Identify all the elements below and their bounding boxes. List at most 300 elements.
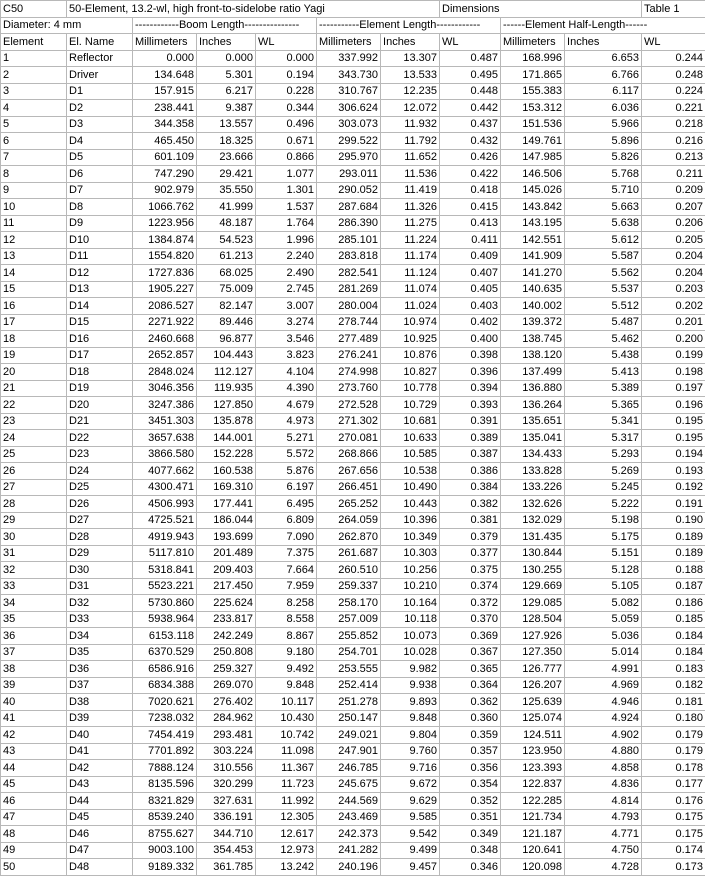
half-wl-cell[interactable]: 0.176 <box>642 793 705 810</box>
boom-inches-cell[interactable]: 293.481 <box>197 727 256 744</box>
length-mm-cell[interactable]: 343.730 <box>317 67 381 84</box>
length-inches-cell[interactable]: 9.499 <box>381 842 440 859</box>
half-mm-cell[interactable]: 130.844 <box>501 545 565 562</box>
length-mm-cell[interactable]: 280.004 <box>317 298 381 315</box>
boom-wl-cell[interactable]: 11.992 <box>256 793 317 810</box>
element-number-cell[interactable]: 14 <box>1 265 67 282</box>
boom-wl-cell[interactable]: 8.558 <box>256 611 317 628</box>
element-name-cell[interactable]: Reflector <box>67 50 133 67</box>
length-wl-cell[interactable]: 0.381 <box>440 512 501 529</box>
boom-wl-cell[interactable]: 12.305 <box>256 809 317 826</box>
boom-inches-cell[interactable]: 127.850 <box>197 397 256 414</box>
boom-inches-cell[interactable]: 144.001 <box>197 430 256 447</box>
element-number-cell[interactable]: 47 <box>1 809 67 826</box>
length-inches-cell[interactable]: 11.792 <box>381 133 440 150</box>
length-inches-cell[interactable]: 9.716 <box>381 760 440 777</box>
half-mm-cell[interactable]: 139.372 <box>501 314 565 331</box>
length-wl-cell[interactable]: 0.374 <box>440 578 501 595</box>
boom-mm-cell[interactable]: 6370.529 <box>133 644 197 661</box>
half-mm-cell[interactable]: 126.207 <box>501 677 565 694</box>
element-number-cell[interactable]: 43 <box>1 743 67 760</box>
half-wl-cell[interactable]: 0.195 <box>642 413 705 430</box>
half-wl-cell[interactable]: 0.181 <box>642 694 705 711</box>
boom-inches-cell[interactable]: 23.666 <box>197 149 256 166</box>
length-mm-cell[interactable]: 299.522 <box>317 133 381 150</box>
length-wl-cell[interactable]: 0.400 <box>440 331 501 348</box>
length-inches-cell[interactable]: 10.633 <box>381 430 440 447</box>
length-inches-cell[interactable]: 11.326 <box>381 199 440 216</box>
half-inches-cell[interactable]: 5.365 <box>565 397 642 414</box>
half-inches-cell[interactable]: 5.222 <box>565 496 642 513</box>
diameter-label[interactable]: Diameter: 4 mm <box>1 17 133 34</box>
boom-inches-cell[interactable]: 217.450 <box>197 578 256 595</box>
boom-inches-cell[interactable]: 152.228 <box>197 446 256 463</box>
boom-mm-cell[interactable]: 5318.841 <box>133 562 197 579</box>
length-mm-cell[interactable]: 274.998 <box>317 364 381 381</box>
element-name-cell[interactable]: D10 <box>67 232 133 249</box>
half-inches-cell[interactable]: 4.991 <box>565 661 642 678</box>
element-name-cell[interactable]: D43 <box>67 776 133 793</box>
half-mm-cell[interactable]: 120.098 <box>501 859 565 876</box>
length-wl-cell[interactable]: 0.437 <box>440 116 501 133</box>
length-inches-cell[interactable]: 9.848 <box>381 710 440 727</box>
half-wl-cell[interactable]: 0.183 <box>642 661 705 678</box>
boom-mm-cell[interactable]: 5117.810 <box>133 545 197 562</box>
half-inches-cell[interactable]: 4.793 <box>565 809 642 826</box>
length-wl-cell[interactable]: 0.487 <box>440 50 501 67</box>
boom-wl-cell[interactable]: 0.228 <box>256 83 317 100</box>
boom-wl-cell[interactable]: 11.723 <box>256 776 317 793</box>
half-inches-cell[interactable]: 4.969 <box>565 677 642 694</box>
length-mm-cell[interactable]: 242.373 <box>317 826 381 843</box>
boom-mm-cell[interactable]: 1384.874 <box>133 232 197 249</box>
boom-inches-cell[interactable]: 5.301 <box>197 67 256 84</box>
half-wl-cell[interactable]: 0.209 <box>642 182 705 199</box>
length-wl-cell[interactable]: 0.396 <box>440 364 501 381</box>
half-mm-cell[interactable]: 137.499 <box>501 364 565 381</box>
half-wl-cell[interactable]: 0.195 <box>642 430 705 447</box>
length-inches-cell[interactable]: 10.028 <box>381 644 440 661</box>
element-name-cell[interactable]: D42 <box>67 760 133 777</box>
boom-wl-cell[interactable]: 6.809 <box>256 512 317 529</box>
length-wl-cell[interactable]: 0.403 <box>440 298 501 315</box>
half-mm-cell[interactable]: 127.926 <box>501 628 565 645</box>
half-inches-cell[interactable]: 5.537 <box>565 281 642 298</box>
length-wl-cell[interactable]: 0.370 <box>440 611 501 628</box>
half-inches-cell[interactable]: 4.858 <box>565 760 642 777</box>
element-number-cell[interactable]: 32 <box>1 562 67 579</box>
length-inches-cell[interactable]: 11.174 <box>381 248 440 265</box>
column-header[interactable]: Inches <box>197 34 256 51</box>
boom-wl-cell[interactable]: 7.664 <box>256 562 317 579</box>
length-mm-cell[interactable]: 254.701 <box>317 644 381 661</box>
length-inches-cell[interactable]: 10.827 <box>381 364 440 381</box>
half-wl-cell[interactable]: 0.177 <box>642 776 705 793</box>
boom-length-group[interactable]: ------------Boom Length--------------- <box>133 17 317 34</box>
length-inches-cell[interactable]: 9.672 <box>381 776 440 793</box>
boom-mm-cell[interactable]: 8321.829 <box>133 793 197 810</box>
half-mm-cell[interactable]: 140.635 <box>501 281 565 298</box>
boom-wl-cell[interactable]: 3.274 <box>256 314 317 331</box>
element-name-cell[interactable]: D44 <box>67 793 133 810</box>
length-inches-cell[interactable]: 10.925 <box>381 331 440 348</box>
length-mm-cell[interactable]: 258.170 <box>317 595 381 612</box>
boom-mm-cell[interactable]: 3247.386 <box>133 397 197 414</box>
element-name-cell[interactable]: D35 <box>67 644 133 661</box>
boom-wl-cell[interactable]: 13.242 <box>256 859 317 876</box>
length-inches-cell[interactable]: 11.224 <box>381 232 440 249</box>
element-name-cell[interactable]: D27 <box>67 512 133 529</box>
half-inches-cell[interactable]: 4.836 <box>565 776 642 793</box>
element-number-cell[interactable]: 29 <box>1 512 67 529</box>
half-mm-cell[interactable]: 142.551 <box>501 232 565 249</box>
column-header[interactable]: Millimeters <box>317 34 381 51</box>
element-name-cell[interactable]: D45 <box>67 809 133 826</box>
half-wl-cell[interactable]: 0.188 <box>642 562 705 579</box>
half-mm-cell[interactable]: 153.312 <box>501 100 565 117</box>
element-number-cell[interactable]: 18 <box>1 331 67 348</box>
element-number-cell[interactable]: 34 <box>1 595 67 612</box>
half-mm-cell[interactable]: 133.226 <box>501 479 565 496</box>
element-number-cell[interactable]: 10 <box>1 199 67 216</box>
boom-wl-cell[interactable]: 11.098 <box>256 743 317 760</box>
length-mm-cell[interactable]: 276.241 <box>317 347 381 364</box>
length-mm-cell[interactable]: 271.302 <box>317 413 381 430</box>
element-name-cell[interactable]: D19 <box>67 380 133 397</box>
length-inches-cell[interactable]: 9.629 <box>381 793 440 810</box>
boom-mm-cell[interactable]: 157.915 <box>133 83 197 100</box>
half-mm-cell[interactable]: 146.506 <box>501 166 565 183</box>
length-inches-cell[interactable]: 11.074 <box>381 281 440 298</box>
length-wl-cell[interactable]: 0.382 <box>440 496 501 513</box>
length-mm-cell[interactable]: 270.081 <box>317 430 381 447</box>
boom-inches-cell[interactable]: 75.009 <box>197 281 256 298</box>
boom-mm-cell[interactable]: 8755.627 <box>133 826 197 843</box>
length-inches-cell[interactable]: 10.443 <box>381 496 440 513</box>
element-number-cell[interactable]: 22 <box>1 397 67 414</box>
length-wl-cell[interactable]: 0.495 <box>440 67 501 84</box>
length-inches-cell[interactable]: 10.681 <box>381 413 440 430</box>
dimensions-label[interactable]: Dimensions <box>440 1 565 18</box>
element-name-cell[interactable]: D15 <box>67 314 133 331</box>
element-number-cell[interactable]: 28 <box>1 496 67 513</box>
half-mm-cell[interactable]: 134.433 <box>501 446 565 463</box>
element-number-cell[interactable]: 6 <box>1 133 67 150</box>
half-mm-cell[interactable]: 124.511 <box>501 727 565 744</box>
length-inches-cell[interactable]: 10.073 <box>381 628 440 645</box>
half-inches-cell[interactable]: 4.902 <box>565 727 642 744</box>
boom-wl-cell[interactable]: 10.117 <box>256 694 317 711</box>
half-mm-cell[interactable]: 140.002 <box>501 298 565 315</box>
length-wl-cell[interactable]: 0.389 <box>440 430 501 447</box>
element-number-cell[interactable]: 40 <box>1 694 67 711</box>
half-mm-cell[interactable]: 130.255 <box>501 562 565 579</box>
half-mm-cell[interactable]: 125.639 <box>501 694 565 711</box>
half-inches-cell[interactable]: 5.293 <box>565 446 642 463</box>
length-wl-cell[interactable]: 0.391 <box>440 413 501 430</box>
element-number-cell[interactable]: 26 <box>1 463 67 480</box>
element-number-cell[interactable]: 36 <box>1 628 67 645</box>
half-inches-cell[interactable]: 5.269 <box>565 463 642 480</box>
half-mm-cell[interactable]: 133.828 <box>501 463 565 480</box>
table-label[interactable]: Table 1 <box>642 1 705 18</box>
half-wl-cell[interactable]: 0.200 <box>642 331 705 348</box>
half-wl-cell[interactable]: 0.189 <box>642 545 705 562</box>
element-name-cell[interactable]: D24 <box>67 463 133 480</box>
length-mm-cell[interactable]: 310.767 <box>317 83 381 100</box>
boom-mm-cell[interactable]: 8135.596 <box>133 776 197 793</box>
boom-mm-cell[interactable]: 1554.820 <box>133 248 197 265</box>
length-mm-cell[interactable]: 252.414 <box>317 677 381 694</box>
length-inches-cell[interactable]: 12.235 <box>381 83 440 100</box>
boom-inches-cell[interactable]: 193.699 <box>197 529 256 546</box>
boom-inches-cell[interactable]: 41.999 <box>197 199 256 216</box>
boom-inches-cell[interactable]: 112.127 <box>197 364 256 381</box>
half-inches-cell[interactable]: 4.880 <box>565 743 642 760</box>
half-mm-cell[interactable]: 138.745 <box>501 331 565 348</box>
length-inches-cell[interactable]: 9.542 <box>381 826 440 843</box>
element-name-cell[interactable]: D39 <box>67 710 133 727</box>
half-mm-cell[interactable]: 127.350 <box>501 644 565 661</box>
half-inches-cell[interactable]: 5.389 <box>565 380 642 397</box>
boom-wl-cell[interactable]: 1.764 <box>256 215 317 232</box>
boom-mm-cell[interactable]: 5938.964 <box>133 611 197 628</box>
boom-wl-cell[interactable]: 4.104 <box>256 364 317 381</box>
length-wl-cell[interactable]: 0.375 <box>440 562 501 579</box>
length-mm-cell[interactable]: 285.101 <box>317 232 381 249</box>
element-number-cell[interactable]: 16 <box>1 298 67 315</box>
boom-inches-cell[interactable]: 29.421 <box>197 166 256 183</box>
element-number-cell[interactable]: 13 <box>1 248 67 265</box>
element-name-cell[interactable]: Driver <box>67 67 133 84</box>
element-number-cell[interactable]: 39 <box>1 677 67 694</box>
boom-wl-cell[interactable]: 5.876 <box>256 463 317 480</box>
length-mm-cell[interactable]: 255.852 <box>317 628 381 645</box>
element-number-cell[interactable]: 8 <box>1 166 67 183</box>
length-wl-cell[interactable]: 0.409 <box>440 248 501 265</box>
length-mm-cell[interactable]: 290.052 <box>317 182 381 199</box>
boom-mm-cell[interactable]: 6153.118 <box>133 628 197 645</box>
element-name-cell[interactable]: D5 <box>67 149 133 166</box>
element-name-cell[interactable]: D29 <box>67 545 133 562</box>
half-inches-cell[interactable]: 5.896 <box>565 133 642 150</box>
element-name-cell[interactable]: D25 <box>67 479 133 496</box>
element-number-cell[interactable]: 46 <box>1 793 67 810</box>
length-mm-cell[interactable]: 265.252 <box>317 496 381 513</box>
half-mm-cell[interactable]: 138.120 <box>501 347 565 364</box>
boom-wl-cell[interactable]: 0.344 <box>256 100 317 117</box>
length-inches-cell[interactable]: 9.585 <box>381 809 440 826</box>
half-wl-cell[interactable]: 0.204 <box>642 265 705 282</box>
element-number-cell[interactable]: 9 <box>1 182 67 199</box>
boom-mm-cell[interactable]: 1905.227 <box>133 281 197 298</box>
boom-mm-cell[interactable]: 8539.240 <box>133 809 197 826</box>
half-mm-cell[interactable]: 129.085 <box>501 595 565 612</box>
element-name-cell[interactable]: D16 <box>67 331 133 348</box>
element-number-cell[interactable]: 45 <box>1 776 67 793</box>
boom-inches-cell[interactable]: 18.325 <box>197 133 256 150</box>
boom-wl-cell[interactable]: 4.679 <box>256 397 317 414</box>
length-inches-cell[interactable]: 10.538 <box>381 463 440 480</box>
half-mm-cell[interactable]: 135.041 <box>501 430 565 447</box>
length-inches-cell[interactable]: 10.585 <box>381 446 440 463</box>
element-name-cell[interactable]: D26 <box>67 496 133 513</box>
element-name-cell[interactable]: D11 <box>67 248 133 265</box>
half-wl-cell[interactable]: 0.198 <box>642 364 705 381</box>
length-inches-cell[interactable]: 10.256 <box>381 562 440 579</box>
half-inches-cell[interactable]: 5.014 <box>565 644 642 661</box>
length-wl-cell[interactable]: 0.422 <box>440 166 501 183</box>
length-wl-cell[interactable]: 0.367 <box>440 644 501 661</box>
boom-wl-cell[interactable]: 3.823 <box>256 347 317 364</box>
boom-wl-cell[interactable]: 0.000 <box>256 50 317 67</box>
element-number-cell[interactable]: 23 <box>1 413 67 430</box>
length-mm-cell[interactable]: 245.675 <box>317 776 381 793</box>
length-wl-cell[interactable]: 0.362 <box>440 694 501 711</box>
length-mm-cell[interactable]: 272.528 <box>317 397 381 414</box>
column-header[interactable]: Inches <box>565 34 642 51</box>
boom-mm-cell[interactable]: 4919.943 <box>133 529 197 546</box>
half-inches-cell[interactable]: 5.710 <box>565 182 642 199</box>
half-inches-cell[interactable]: 5.638 <box>565 215 642 232</box>
boom-mm-cell[interactable]: 902.979 <box>133 182 197 199</box>
boom-inches-cell[interactable]: 9.387 <box>197 100 256 117</box>
half-wl-cell[interactable]: 0.190 <box>642 512 705 529</box>
boom-mm-cell[interactable]: 9003.100 <box>133 842 197 859</box>
boom-mm-cell[interactable]: 1066.762 <box>133 199 197 216</box>
half-inches-cell[interactable]: 6.766 <box>565 67 642 84</box>
column-header[interactable]: WL <box>440 34 501 51</box>
boom-mm-cell[interactable]: 465.450 <box>133 133 197 150</box>
element-name-cell[interactable]: D21 <box>67 413 133 430</box>
boom-mm-cell[interactable]: 747.290 <box>133 166 197 183</box>
length-wl-cell[interactable]: 0.372 <box>440 595 501 612</box>
half-wl-cell[interactable]: 0.186 <box>642 595 705 612</box>
length-mm-cell[interactable]: 306.624 <box>317 100 381 117</box>
half-mm-cell[interactable]: 120.641 <box>501 842 565 859</box>
half-mm-cell[interactable]: 145.026 <box>501 182 565 199</box>
element-name-cell[interactable]: D18 <box>67 364 133 381</box>
element-number-cell[interactable]: 37 <box>1 644 67 661</box>
half-wl-cell[interactable]: 0.194 <box>642 446 705 463</box>
boom-mm-cell[interactable]: 4506.993 <box>133 496 197 513</box>
element-name-cell[interactable]: D23 <box>67 446 133 463</box>
half-inches-cell[interactable]: 6.036 <box>565 100 642 117</box>
length-mm-cell[interactable]: 261.687 <box>317 545 381 562</box>
boom-inches-cell[interactable]: 48.187 <box>197 215 256 232</box>
boom-mm-cell[interactable]: 601.109 <box>133 149 197 166</box>
half-mm-cell[interactable]: 126.777 <box>501 661 565 678</box>
half-wl-cell[interactable]: 0.175 <box>642 826 705 843</box>
boom-mm-cell[interactable]: 7701.892 <box>133 743 197 760</box>
half-mm-cell[interactable]: 121.187 <box>501 826 565 843</box>
length-inches-cell[interactable]: 10.729 <box>381 397 440 414</box>
length-wl-cell[interactable]: 0.384 <box>440 479 501 496</box>
column-header[interactable]: El. Name <box>67 34 133 51</box>
boom-inches-cell[interactable]: 327.631 <box>197 793 256 810</box>
length-inches-cell[interactable]: 10.876 <box>381 347 440 364</box>
element-name-cell[interactable]: D14 <box>67 298 133 315</box>
length-mm-cell[interactable]: 287.684 <box>317 199 381 216</box>
element-name-cell[interactable]: D2 <box>67 100 133 117</box>
length-inches-cell[interactable]: 11.024 <box>381 298 440 315</box>
length-inches-cell[interactable]: 11.652 <box>381 149 440 166</box>
length-inches-cell[interactable]: 12.072 <box>381 100 440 117</box>
boom-inches-cell[interactable]: 336.191 <box>197 809 256 826</box>
boom-mm-cell[interactable]: 7238.032 <box>133 710 197 727</box>
boom-mm-cell[interactable]: 2460.668 <box>133 331 197 348</box>
half-inches-cell[interactable]: 5.438 <box>565 347 642 364</box>
boom-wl-cell[interactable]: 9.180 <box>256 644 317 661</box>
half-wl-cell[interactable]: 0.192 <box>642 479 705 496</box>
boom-wl-cell[interactable]: 10.742 <box>256 727 317 744</box>
half-inches-cell[interactable]: 6.117 <box>565 83 642 100</box>
half-wl-cell[interactable]: 0.173 <box>642 859 705 876</box>
element-name-cell[interactable]: D7 <box>67 182 133 199</box>
half-inches-cell[interactable]: 5.105 <box>565 578 642 595</box>
element-number-cell[interactable]: 1 <box>1 50 67 67</box>
element-number-cell[interactable]: 15 <box>1 281 67 298</box>
half-wl-cell[interactable]: 0.184 <box>642 628 705 645</box>
length-mm-cell[interactable]: 240.196 <box>317 859 381 876</box>
half-inches-cell[interactable]: 4.750 <box>565 842 642 859</box>
half-wl-cell[interactable]: 0.224 <box>642 83 705 100</box>
length-wl-cell[interactable]: 0.356 <box>440 760 501 777</box>
boom-wl-cell[interactable]: 0.194 <box>256 67 317 84</box>
length-wl-cell[interactable]: 0.349 <box>440 826 501 843</box>
element-length-group[interactable]: -----------Element Length------------ <box>317 17 501 34</box>
column-header[interactable]: Inches <box>381 34 440 51</box>
half-inches-cell[interactable]: 5.826 <box>565 149 642 166</box>
half-mm-cell[interactable]: 125.074 <box>501 710 565 727</box>
half-wl-cell[interactable]: 0.203 <box>642 281 705 298</box>
element-name-cell[interactable]: D47 <box>67 842 133 859</box>
half-wl-cell[interactable]: 0.199 <box>642 347 705 364</box>
length-wl-cell[interactable]: 0.387 <box>440 446 501 463</box>
boom-inches-cell[interactable]: 310.556 <box>197 760 256 777</box>
element-half-length-group[interactable]: ------Element Half-Length------ <box>501 17 705 34</box>
half-wl-cell[interactable]: 0.248 <box>642 67 705 84</box>
half-inches-cell[interactable]: 6.653 <box>565 50 642 67</box>
half-wl-cell[interactable]: 0.193 <box>642 463 705 480</box>
element-name-cell[interactable]: D13 <box>67 281 133 298</box>
boom-inches-cell[interactable]: 104.443 <box>197 347 256 364</box>
length-mm-cell[interactable]: 262.870 <box>317 529 381 546</box>
boom-inches-cell[interactable]: 354.453 <box>197 842 256 859</box>
boom-wl-cell[interactable]: 0.866 <box>256 149 317 166</box>
length-wl-cell[interactable]: 0.364 <box>440 677 501 694</box>
boom-mm-cell[interactable]: 238.441 <box>133 100 197 117</box>
half-inches-cell[interactable]: 4.924 <box>565 710 642 727</box>
length-inches-cell[interactable]: 9.760 <box>381 743 440 760</box>
boom-wl-cell[interactable]: 6.495 <box>256 496 317 513</box>
length-wl-cell[interactable]: 0.407 <box>440 265 501 282</box>
length-inches-cell[interactable]: 13.307 <box>381 50 440 67</box>
element-name-cell[interactable]: D22 <box>67 430 133 447</box>
half-wl-cell[interactable]: 0.175 <box>642 809 705 826</box>
length-wl-cell[interactable]: 0.365 <box>440 661 501 678</box>
boom-inches-cell[interactable]: 68.025 <box>197 265 256 282</box>
half-inches-cell[interactable]: 5.059 <box>565 611 642 628</box>
half-wl-cell[interactable]: 0.216 <box>642 133 705 150</box>
length-wl-cell[interactable]: 0.386 <box>440 463 501 480</box>
length-mm-cell[interactable]: 267.656 <box>317 463 381 480</box>
element-number-cell[interactable]: 2 <box>1 67 67 84</box>
element-number-cell[interactable]: 17 <box>1 314 67 331</box>
half-inches-cell[interactable]: 5.512 <box>565 298 642 315</box>
length-inches-cell[interactable]: 10.164 <box>381 595 440 612</box>
length-wl-cell[interactable]: 0.413 <box>440 215 501 232</box>
